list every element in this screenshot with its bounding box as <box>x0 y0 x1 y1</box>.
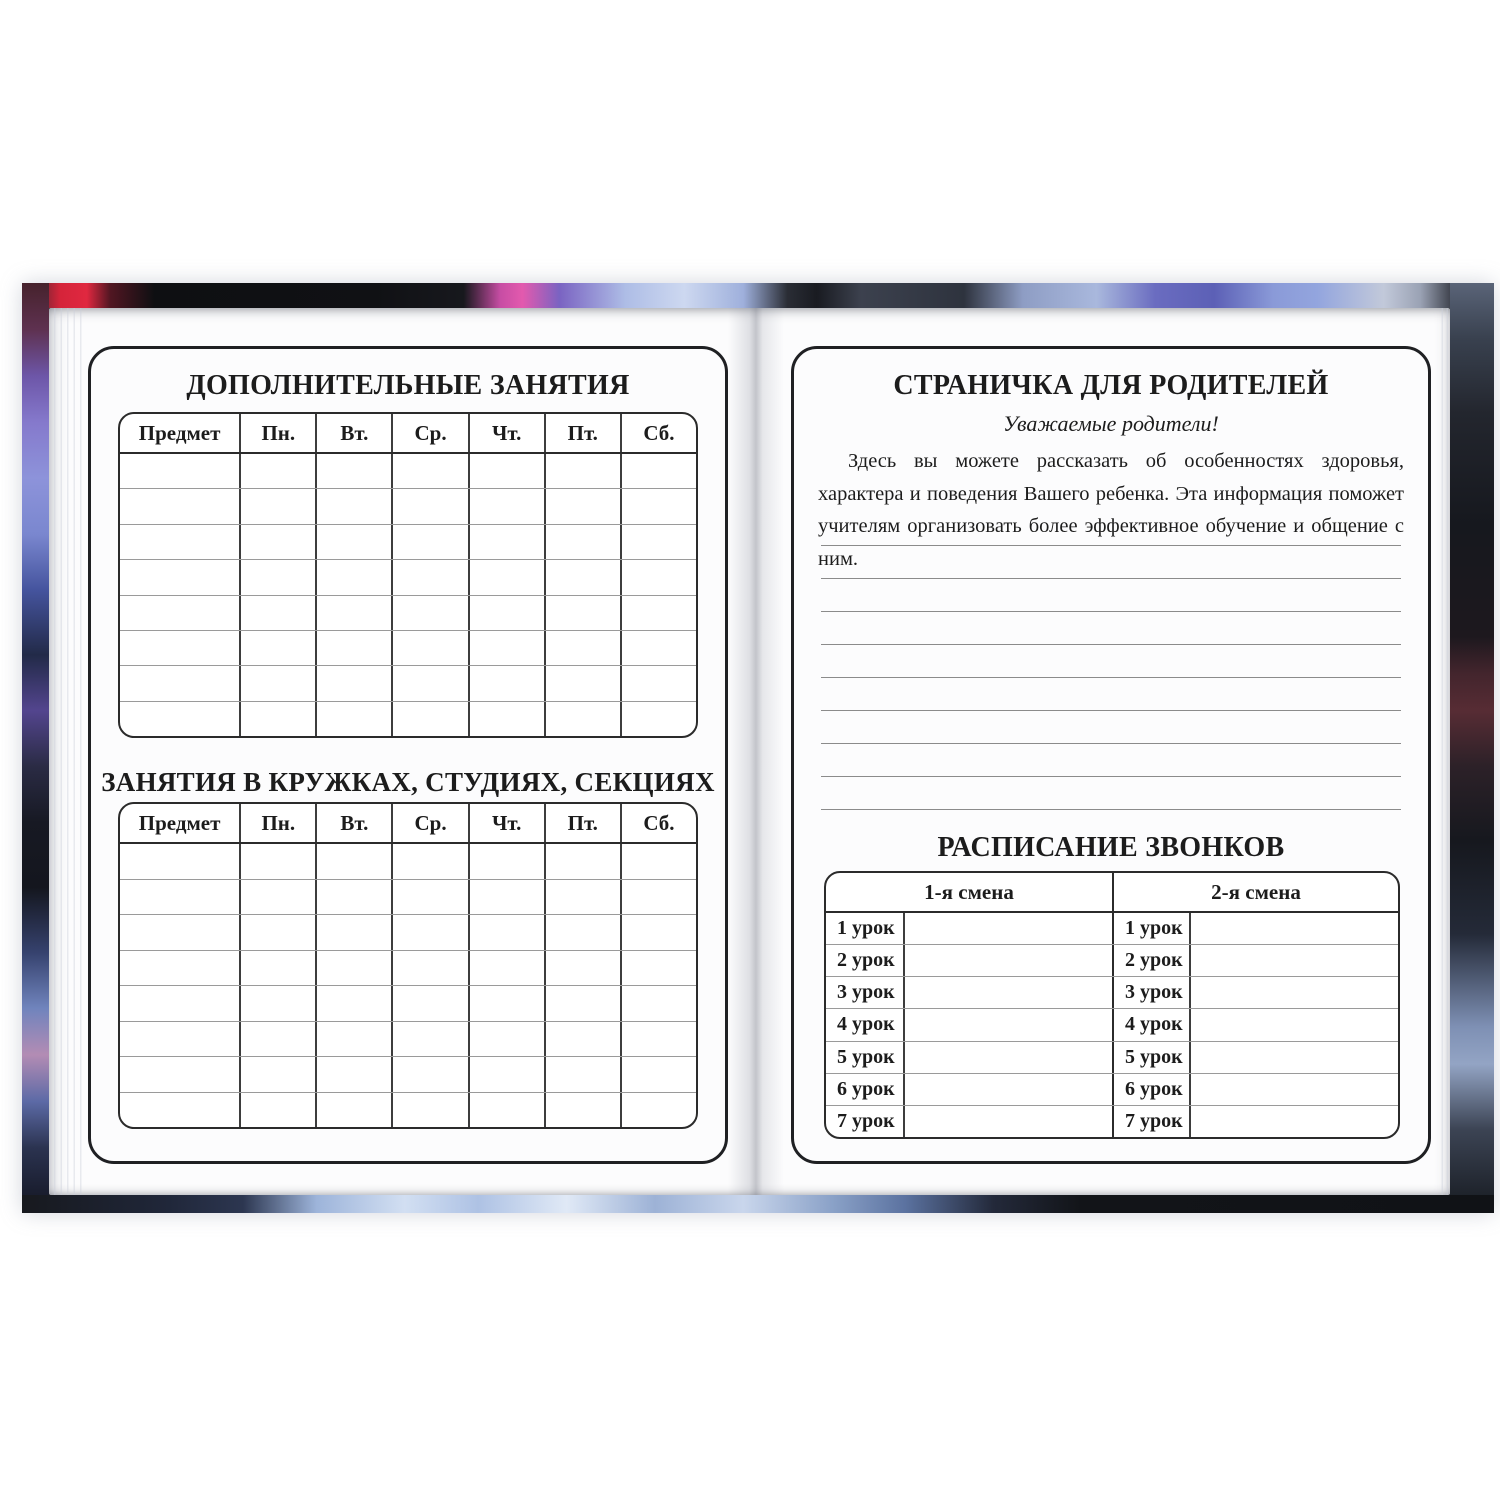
empty-cell <box>120 489 239 523</box>
lesson-label: 7 урок <box>1112 1106 1189 1137</box>
empty-cell <box>544 489 620 523</box>
column-header: Чт. <box>468 804 544 842</box>
empty-cell <box>391 880 467 915</box>
empty-cell <box>315 560 391 594</box>
empty-cell <box>468 1057 544 1092</box>
empty-cell <box>315 915 391 950</box>
empty-cell <box>239 525 315 559</box>
lesson-label: 4 урок <box>1112 1009 1189 1040</box>
empty-cell <box>120 525 239 559</box>
schedule-header-row <box>120 804 696 844</box>
schedule-empty-row <box>120 559 696 594</box>
empty-cell <box>391 525 467 559</box>
lesson-label: 6 урок <box>837 1077 895 1100</box>
empty-cell <box>620 454 696 488</box>
empty-cell <box>620 1093 696 1128</box>
empty-cell <box>315 1022 391 1057</box>
lesson-label: 2 урок <box>1112 945 1189 976</box>
empty-cell <box>315 844 391 879</box>
lesson-time-cell <box>903 1042 1112 1073</box>
extra-classes-table <box>118 412 698 738</box>
lesson-time-cell <box>1189 945 1398 976</box>
empty-cell <box>544 454 620 488</box>
empty-cell <box>120 454 239 488</box>
empty-cell <box>315 702 391 736</box>
empty-cell <box>544 525 620 559</box>
empty-cell <box>315 596 391 630</box>
schedule-empty-row <box>120 488 696 523</box>
empty-cell <box>315 880 391 915</box>
clubs-title: ЗАНЯТИЯ В КРУЖКАХ, СТУДИЯХ, СЕКЦИЯХ <box>101 767 715 797</box>
column-header: Вт. <box>315 804 391 842</box>
column-header: Сб. <box>620 414 696 452</box>
empty-cell <box>315 951 391 986</box>
empty-cell <box>544 666 620 700</box>
page-gutter <box>728 308 784 1195</box>
extra-classes-title: ДОПОЛНИТЕЛЬНЫЕ ЗАНЯТИЯ <box>186 370 630 401</box>
empty-cell <box>315 454 391 488</box>
empty-cell <box>620 560 696 594</box>
bells-header-row <box>826 873 1398 913</box>
empty-cell <box>391 666 467 700</box>
empty-cell <box>239 489 315 523</box>
lesson-label: 3 урок <box>1112 977 1189 1008</box>
empty-cell <box>391 844 467 879</box>
empty-cell <box>544 915 620 950</box>
schedule-header-row <box>120 414 696 454</box>
bells-row <box>826 913 1398 944</box>
empty-cell <box>544 631 620 665</box>
empty-cell <box>239 702 315 736</box>
lesson-time-cell <box>903 1009 1112 1040</box>
empty-cell <box>391 1093 467 1128</box>
lesson-time-cell <box>903 977 1112 1008</box>
empty-cell <box>391 560 467 594</box>
bells-row <box>826 1008 1398 1040</box>
empty-cell <box>544 1057 620 1092</box>
empty-cell <box>120 631 239 665</box>
lesson-time-cell <box>903 913 1112 944</box>
empty-cell <box>239 666 315 700</box>
empty-cell <box>391 489 467 523</box>
empty-cell <box>468 702 544 736</box>
empty-cell <box>468 880 544 915</box>
empty-cell <box>391 454 467 488</box>
schedule-empty-row <box>120 595 696 630</box>
empty-cell <box>468 1093 544 1128</box>
empty-cell <box>468 951 544 986</box>
empty-cell <box>239 1093 315 1128</box>
lesson-time-cell <box>1189 1074 1398 1105</box>
empty-cell <box>468 560 544 594</box>
bells-row <box>826 1073 1398 1105</box>
empty-cell <box>620 596 696 630</box>
column-header: Пн. <box>239 414 315 452</box>
empty-cell <box>315 1057 391 1092</box>
empty-cell <box>620 702 696 736</box>
lesson-label: 3 урок <box>837 981 895 1004</box>
empty-cell <box>239 1057 315 1092</box>
page-spread <box>49 308 1450 1195</box>
empty-cell <box>315 1093 391 1128</box>
empty-cell <box>239 880 315 915</box>
column-header: Ср. <box>391 804 467 842</box>
empty-cell <box>544 1093 620 1128</box>
bells-row <box>826 1041 1398 1073</box>
clubs-table <box>118 802 698 1129</box>
bells-row <box>826 976 1398 1008</box>
schedule-empty-row <box>120 665 696 700</box>
parents-intro: Здесь вы можете рассказать об особенностях здоровья, характера и поведения Вашего ребенка. Эта информация поможет учителям организовать более эффективное обучение и общение с ним. <box>818 450 1404 570</box>
empty-cell <box>544 596 620 630</box>
writing-line <box>821 513 1401 546</box>
cover-right-edge <box>1450 283 1494 1213</box>
empty-cell <box>239 986 315 1021</box>
empty-cell <box>544 702 620 736</box>
schedule-empty-row <box>120 1092 696 1128</box>
empty-cell <box>120 560 239 594</box>
left-page-frame <box>88 346 728 1164</box>
cover-top-edge <box>22 283 1494 308</box>
empty-cell <box>120 951 239 986</box>
empty-cell <box>239 631 315 665</box>
lesson-time-cell <box>903 945 1112 976</box>
cover-bottom-edge <box>22 1195 1494 1213</box>
empty-cell <box>239 951 315 986</box>
writing-line <box>821 777 1401 810</box>
empty-cell <box>120 986 239 1021</box>
writing-line <box>821 678 1401 711</box>
schedule-empty-row <box>120 1056 696 1092</box>
schedule-empty-row <box>120 879 696 915</box>
lesson-label: 7 урок <box>837 1109 895 1132</box>
lesson-time-cell <box>1189 913 1398 944</box>
schedule-empty-row <box>120 950 696 986</box>
lesson-label: 4 урок <box>837 1013 895 1036</box>
schedule-empty-row <box>120 524 696 559</box>
bells-row <box>826 1105 1398 1137</box>
empty-cell <box>315 631 391 665</box>
empty-cell <box>315 525 391 559</box>
empty-cell <box>468 596 544 630</box>
lesson-label: 6 урок <box>1112 1074 1189 1105</box>
empty-cell <box>120 1093 239 1128</box>
lesson-label: 5 урок <box>837 1045 895 1068</box>
column-header: Ср. <box>391 414 467 452</box>
writing-line <box>821 645 1401 678</box>
page-edge-stack-left <box>49 308 83 1195</box>
empty-cell <box>544 844 620 879</box>
parents-salutation: Уважаемые родители! <box>1003 411 1219 436</box>
empty-cell <box>468 489 544 523</box>
column-header: Пт. <box>544 804 620 842</box>
empty-cell <box>620 986 696 1021</box>
lesson-time-cell <box>1189 1042 1398 1073</box>
empty-cell <box>120 702 239 736</box>
shift-2-header: 2-я смена <box>1112 873 1398 911</box>
empty-cell <box>620 489 696 523</box>
lesson-time-cell <box>1189 977 1398 1008</box>
empty-cell <box>620 631 696 665</box>
schedule-empty-row <box>120 914 696 950</box>
empty-cell <box>239 454 315 488</box>
empty-cell <box>315 986 391 1021</box>
schedule-empty-row <box>120 985 696 1021</box>
empty-cell <box>120 844 239 879</box>
empty-cell <box>620 880 696 915</box>
empty-cell <box>544 880 620 915</box>
parents-title: СТРАНИЧКА ДЛЯ РОДИТЕЛЕЙ <box>893 370 1329 401</box>
empty-cell <box>391 631 467 665</box>
diary-book-cover <box>22 283 1494 1213</box>
column-header: Сб. <box>620 804 696 842</box>
empty-cell <box>544 986 620 1021</box>
empty-cell <box>468 666 544 700</box>
shift-1-header: 1-я смена <box>924 879 1014 904</box>
empty-cell <box>391 1022 467 1057</box>
writing-line <box>821 546 1401 579</box>
schedule-empty-row <box>120 630 696 665</box>
empty-cell <box>391 596 467 630</box>
bells-title: РАСПИСАНИЕ ЗВОНКОВ <box>937 832 1285 863</box>
column-header: Чт. <box>468 414 544 452</box>
column-header: Пт. <box>544 414 620 452</box>
writing-line <box>821 711 1401 744</box>
lesson-time-cell <box>903 1106 1112 1137</box>
writing-line <box>821 579 1401 612</box>
lesson-time-cell <box>903 1074 1112 1105</box>
empty-cell <box>391 986 467 1021</box>
schedule-empty-row <box>120 1021 696 1057</box>
schedule-empty-row <box>120 454 696 488</box>
empty-cell <box>239 596 315 630</box>
writing-line <box>821 744 1401 777</box>
empty-cell <box>120 1022 239 1057</box>
empty-cell <box>468 844 544 879</box>
empty-cell <box>620 1022 696 1057</box>
empty-cell <box>120 1057 239 1092</box>
empty-cell <box>315 666 391 700</box>
empty-cell <box>120 915 239 950</box>
bells-row <box>826 944 1398 976</box>
schedule-empty-row <box>120 701 696 736</box>
empty-cell <box>120 880 239 915</box>
bells-table <box>824 871 1400 1139</box>
empty-cell <box>391 702 467 736</box>
empty-cell <box>239 1022 315 1057</box>
schedule-empty-row <box>120 844 696 879</box>
lesson-label: 1 урок <box>1112 913 1189 944</box>
empty-cell <box>620 844 696 879</box>
empty-cell <box>544 951 620 986</box>
column-header: Пн. <box>239 804 315 842</box>
empty-cell <box>468 1022 544 1057</box>
column-header: Предмет <box>138 810 221 835</box>
empty-cell <box>620 951 696 986</box>
lesson-time-cell <box>1189 1009 1398 1040</box>
empty-cell <box>239 560 315 594</box>
empty-cell <box>544 560 620 594</box>
empty-cell <box>620 525 696 559</box>
empty-cell <box>120 666 239 700</box>
lesson-label: 2 урок <box>837 949 895 972</box>
empty-cell <box>315 489 391 523</box>
empty-cell <box>468 525 544 559</box>
empty-cell <box>468 454 544 488</box>
empty-cell <box>620 1057 696 1092</box>
page-edge-stack-right <box>1438 308 1450 1195</box>
writing-lines-area <box>821 513 1401 810</box>
empty-cell <box>468 915 544 950</box>
empty-cell <box>239 915 315 950</box>
column-header: Предмет <box>138 420 221 445</box>
empty-cell <box>468 986 544 1021</box>
empty-cell <box>620 666 696 700</box>
empty-cell <box>468 631 544 665</box>
lesson-time-cell <box>1189 1106 1398 1137</box>
right-page-frame <box>791 346 1431 1164</box>
empty-cell <box>391 1057 467 1092</box>
column-header: Вт. <box>315 414 391 452</box>
empty-cell <box>391 915 467 950</box>
lesson-label: 1 урок <box>837 917 895 940</box>
empty-cell <box>620 915 696 950</box>
empty-cell <box>239 844 315 879</box>
lesson-label: 5 урок <box>1112 1042 1189 1073</box>
empty-cell <box>544 1022 620 1057</box>
cover-left-edge <box>22 283 49 1213</box>
empty-cell <box>391 951 467 986</box>
writing-line <box>821 612 1401 645</box>
empty-cell <box>120 596 239 630</box>
